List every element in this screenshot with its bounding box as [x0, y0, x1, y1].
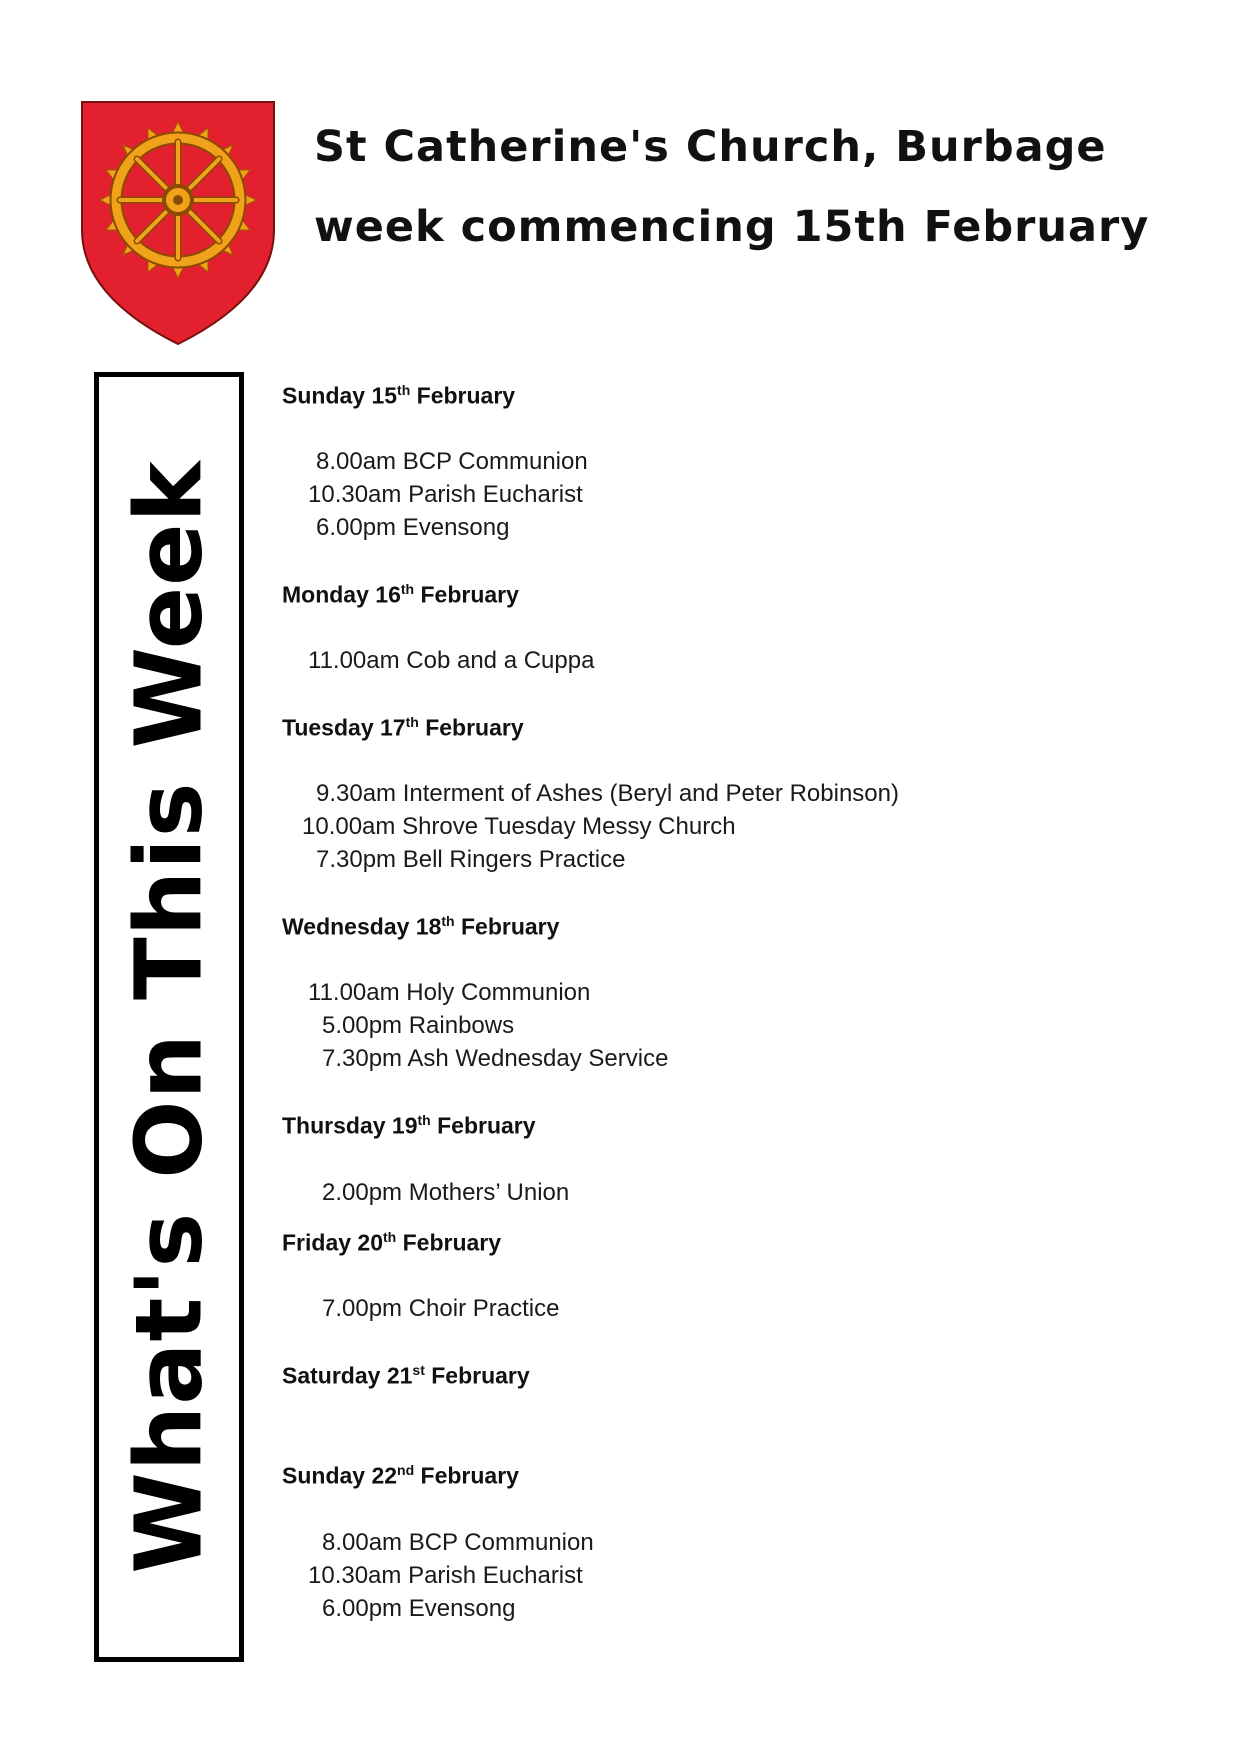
event-item: 7.30pm Bell Ringers Practice [316, 846, 626, 873]
event-item: 7.30pm Ash Wednesday Service [322, 1045, 669, 1072]
sidebar-label: What's On This Week [115, 460, 223, 1574]
event-item: 8.00am BCP Communion [316, 448, 588, 475]
day-heading: Sunday 15th February [282, 382, 516, 409]
event-item: 6.00pm Evensong [316, 514, 510, 541]
day-heading: Tuesday 17th February [282, 714, 524, 741]
event-item: 11.00am Holy Communion [308, 979, 591, 1006]
event-item: 6.00pm Evensong [322, 1595, 516, 1622]
event-item: 8.00am BCP Communion [322, 1529, 594, 1556]
day-heading: Monday 16th February [282, 581, 519, 608]
event-item: 10.00am Shrove Tuesday Messy Church [302, 813, 736, 840]
event-item: 11.00am Cob and a Cuppa [308, 647, 595, 674]
day-heading: Wednesday 18th February [282, 913, 560, 940]
catherine-wheel-shield-icon [80, 100, 276, 346]
event-item: 2.00pm Mothers’ Union [322, 1179, 570, 1206]
page-subtitle: week commencing 15th February [314, 202, 1150, 252]
day-heading: Saturday 21st February [282, 1362, 530, 1389]
day-heading: Sunday 22nd February [282, 1462, 519, 1489]
event-item: 10.30am Parish Eucharist [308, 1562, 583, 1589]
day-heading: Friday 20th February [282, 1229, 502, 1256]
event-item: 10.30am Parish Eucharist [308, 481, 583, 508]
event-item: 5.00pm Rainbows [322, 1012, 515, 1039]
event-item: 9.30am Interment of Ashes (Beryl and Peter Robinson) [316, 780, 899, 807]
event-item: 7.00pm Choir Practice [322, 1295, 560, 1322]
day-heading: Thursday 19th February [282, 1112, 536, 1139]
page-title: St Catherine's Church, Burbage [314, 122, 1107, 172]
